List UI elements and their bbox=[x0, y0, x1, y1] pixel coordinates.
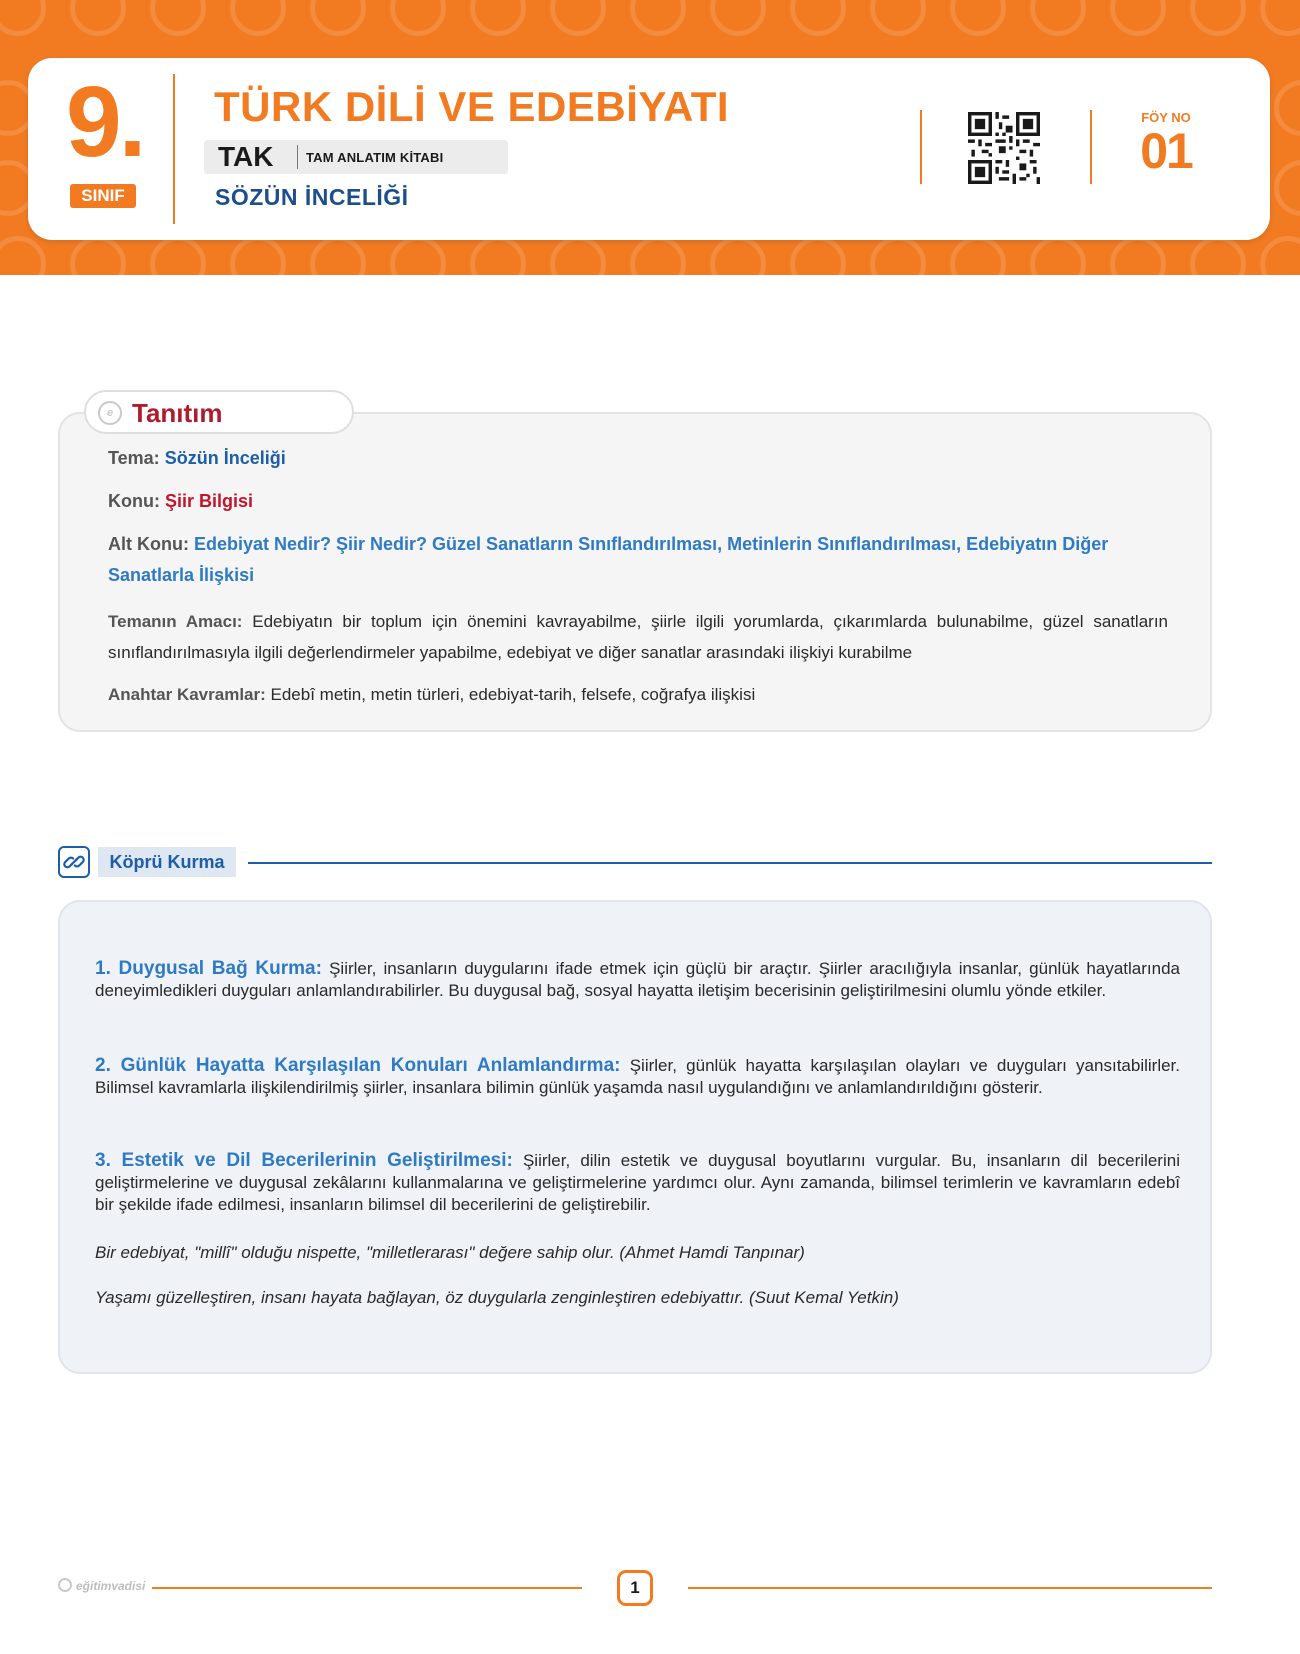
amac-label: Temanın Amacı: bbox=[108, 612, 243, 631]
book-type-badge bbox=[204, 140, 508, 174]
bridge-item-text: Şiirler, günlük hayatta karşılaşılan olayları ve duyguları yansıtabilirler. Bilimsel kavramlarla ilişkilendirilmiş şiirler, insanlara bilimin günlük yaşamda nasıl uygulandığını ve anlamlandırıldığını gösterir. bbox=[95, 1056, 1180, 1097]
page-number: 1 bbox=[617, 1570, 653, 1606]
grade-number: 9. bbox=[66, 66, 144, 178]
intro-konu bbox=[108, 486, 1168, 517]
intro-heading: Tanıtım bbox=[132, 398, 223, 428]
alt-konu-value: Edebiyat Nedir? Şiir Nedir? Güzel Sanatların Sınıflandırılması, Metinlerin Sınıflandırılması, Edebiyatın Diğer Sanatlarla İlişkisi bbox=[108, 534, 1109, 585]
quote-yetkin: Yaşamı güzelleştiren, insanı hayata bağlayan, öz duygularla zenginleştiren edebiyattır. (Suut Kemal Yetkin) bbox=[95, 1288, 899, 1307]
amac-value: Edebiyatın bir toplum için önemini kavrayabilme, şiirle ilgili yorumlarda, çıkarımlarda bulunabilme, güzel sanatların sınıflandırılmasıyla ilgili değerlendirmeler yapabilme, edebiyat ve diğer sanatlar arasındaki ilişkiyi kurabilme bbox=[108, 612, 1169, 662]
intro-alt-konu bbox=[108, 529, 1168, 591]
kavramlar-value: Edebî metin, metin türleri, edebiyat-tarih, felsefe, coğrafya ilişkisi bbox=[270, 685, 756, 704]
foy-number: 01 bbox=[1140, 123, 1192, 179]
book-type-separator bbox=[297, 145, 298, 169]
intro-tema bbox=[108, 443, 1168, 474]
bridge-item-heading: 3. Estetik ve Dil Becerilerinin Geliştirilmesi: bbox=[95, 1150, 513, 1171]
book-title: TÜRK DİLİ VE EDEBİYATI bbox=[214, 83, 730, 130]
bridge-rule bbox=[248, 862, 1212, 864]
book-type-short: TAK bbox=[218, 141, 274, 172]
intro-heading-tab bbox=[84, 390, 354, 434]
konu-value: Şiir Bilgisi bbox=[165, 491, 254, 511]
footer-rule-left bbox=[152, 1587, 582, 1589]
qr-divider bbox=[920, 110, 922, 184]
bridge-item-text: Şiirler, insanların duygularını ifade etmek için güçlü bir araçtır. Şiirler aracılığıyla insanlar, günlük hayatlarında deneyimledikleri duyguları anlamlandırabilirler. Bu duygusal bağ, sosyal hayatta iletişim becerisinin geliştirilmesini olumlu yönde etkiler. bbox=[95, 959, 1181, 1000]
alt-konu-label: Alt Konu: bbox=[108, 534, 189, 554]
grade-label: SINIF bbox=[70, 184, 136, 208]
kavramlar-label: Anahtar Kavramlar: bbox=[108, 685, 266, 704]
footer-brand: eğitimvadisi bbox=[76, 1579, 146, 1593]
footer-rule-right bbox=[688, 1587, 1212, 1589]
foy-divider bbox=[1090, 110, 1092, 184]
foy-label: FÖY NO bbox=[1141, 110, 1191, 125]
brand-logo-icon: e bbox=[98, 401, 122, 425]
unit-subject: SÖZÜN İNCELİĞİ bbox=[215, 184, 409, 210]
header-divider bbox=[173, 74, 175, 224]
quote-tanpinar: Bir edebiyat, "millî" olduğu nispette, "milletlerarası" değere sahip olur. (Ahmet Hamdi Tanpınar) bbox=[95, 1243, 805, 1262]
bridge-item-heading: 2. Günlük Hayatta Karşılaşılan Konuları Anlamlandırma: bbox=[95, 1055, 621, 1076]
bridge-label: Köprü Kurma bbox=[98, 847, 236, 877]
bridge-item-3 bbox=[95, 1150, 1180, 1216]
intro-kavramlar bbox=[108, 679, 1168, 710]
link-icon bbox=[58, 846, 90, 878]
header-band bbox=[0, 0, 1300, 275]
book-type-full: TAM ANLATIM KİTABI bbox=[306, 150, 444, 165]
bridge-item-text: Şiirler, dilin estetik ve duygusal boyutlarını vurgular. Bu, insanların dil becerilerini geliştirmelerine ve duygusal zekâlarını kullanmalarına ve geliştirmelerine yardımcı olur. Aynı zamanda, bilimsel terimlerin ve kavramların edebî bir şekilde ifade edilmesi, insanların bilimsel dil becerilerini de geliştirebilir. bbox=[95, 1151, 1180, 1214]
tema-value: Sözün İnceliği bbox=[164, 448, 286, 468]
qr-code-icon[interactable] bbox=[968, 112, 1040, 184]
bridge-item-heading: 1. Duygusal Bağ Kurma: bbox=[95, 958, 322, 979]
bridge-item-1 bbox=[95, 958, 1180, 1002]
footer-logo-icon bbox=[58, 1578, 72, 1592]
tema-label: Tema: bbox=[108, 448, 160, 468]
bridge-item-2 bbox=[95, 1055, 1180, 1099]
header-card bbox=[28, 58, 1270, 240]
intro-amac bbox=[108, 606, 1168, 668]
konu-label: Konu: bbox=[108, 491, 160, 511]
